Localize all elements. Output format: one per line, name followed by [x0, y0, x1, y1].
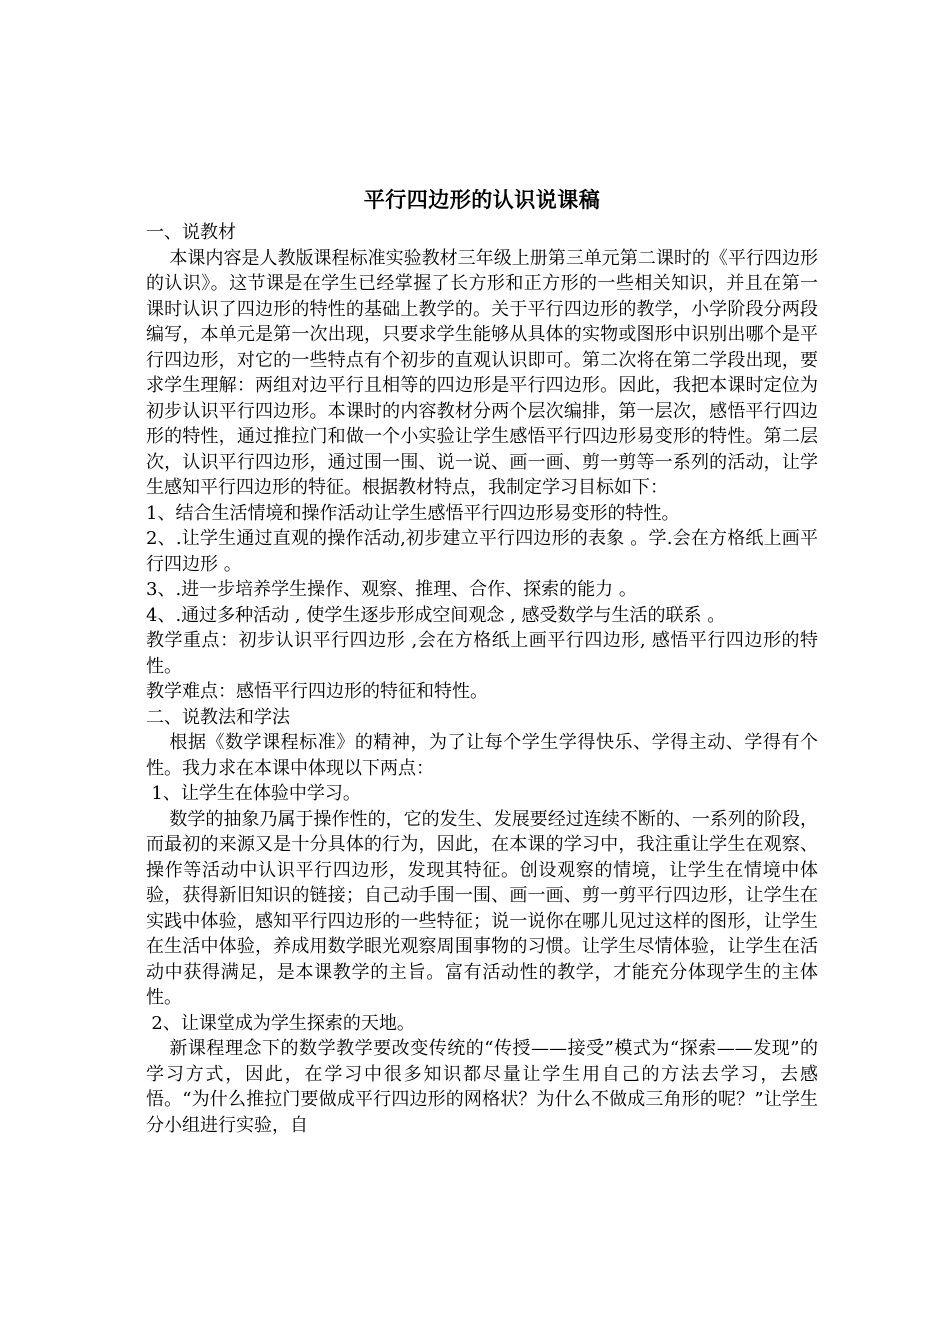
point-heading-1: 1、让学生在体验中学习。 — [151, 783, 361, 804]
document-title: 平行四边形的认识说课稿 — [363, 187, 601, 212]
teaching-key-point: 教学重点：初步认识平行四边形 ,会在方格纸上画平行四边形, 感悟平行四边形的特性。 — [146, 630, 818, 677]
paragraph-methods-intro: 根据《数学课程标准》的精神，为了让每个学生学得快乐、学得主动、学得有个性。我力求在本课中体现以下两点： — [146, 732, 818, 779]
goal-item-2: 2、.让学生通过直观的操作活动,初步建立平行四边形的表象 。学.会在方格纸上画平行四边形 。 — [146, 528, 818, 575]
goal-item-4: 4、.通过多种活动 , 使学生逐步形成空间观念 , 感受数学与生活的联系 。 — [146, 604, 726, 626]
goal-item-1: 1、结合生活情境和操作活动让学生感悟平行四边形易变形的特性。 — [146, 502, 680, 524]
paragraph-experience-learning: 数学的抽象乃属于操作性的，它的发生、发展要经过连续不断的、一系列的阶段，而最初的来源又是十分具体的行为，因此，在本课的学习中，我注重让学生在观察、操作等活动中认识平行四边形，发现其特征。创设观察的情境，让学生在情境中体验，获得新旧知识的链接；自己动手围一围、画一画、剪一剪平行四边形，让学生在实践中体验，感知平行四边形的一些特征；说一说你在哪儿见过这样的图形，让学生在生活中体验，养成用数学眼光观察周围事物的习惯。让学生尽情体验，让学生在活动中获得满足，是本课教学的主旨。富有活动性的教学，才能充分体现学生的主体性。 — [146, 808, 818, 1008]
point-heading-2: 2、让课堂成为学生探索的天地。 — [151, 1012, 415, 1034]
paragraph-exploration: 新课程理念下的数学教学要改变传统的“传授——接受”模式为“探索——发现”的学习方式，因此，在学习中很多知识都尽量让学生用自己的方法去学习，去感悟。“为什么推拉门要做成平行四边形的网格状？为什么不做成三角形的呢？”让学生分小组进行实验，自 — [146, 1038, 818, 1136]
document-body — [146, 186, 818, 1138]
paragraph-material-intro: 本课内容是人教版课程标准实验教材三年级上册第三单元第二课时的《平行四边形的认识》。这节课是在学生已经掌握了长方形和正方形的一些相关知识，并且在第一课时认识了四边形的特性的基础上教学的。关于平行四边形的教学，小学阶段分两段编写，本单元是第一次出现，只要求学生能够从具体的实物或图形中识别出哪个是平行四边形，对它的一些特点有个初步的直观认识即可。第二次将在第二学段出现，要求学生理解：两组对边平行且相等的四边形是平行四边形。因此，我把本课时定位为初步认识平行四边形。本课时的内容教材分两个层次编排，第一层次，感悟平行四边形的特性，通过推拉门和做一个小实验让学生感悟平行四边形易变形的特性。第二层次，认识平行四边形，通过围一围、说一说、画一画、剪一剪等一系列的活动，让学生感知平行四边形的特征。根据教材特点，我制定学习目标如下： — [146, 247, 818, 498]
goal-item-3: 3、.进一步培养学生操作、观察、推理、合作、探索的能力 。 — [146, 579, 637, 600]
teaching-difficulty: 教学难点：感悟平行四边形的特征和特性。 — [146, 681, 488, 702]
section-heading-methods: 二、说教法和学法 — [146, 706, 290, 728]
section-heading-teaching-material: 一、说教材 — [146, 222, 236, 243]
